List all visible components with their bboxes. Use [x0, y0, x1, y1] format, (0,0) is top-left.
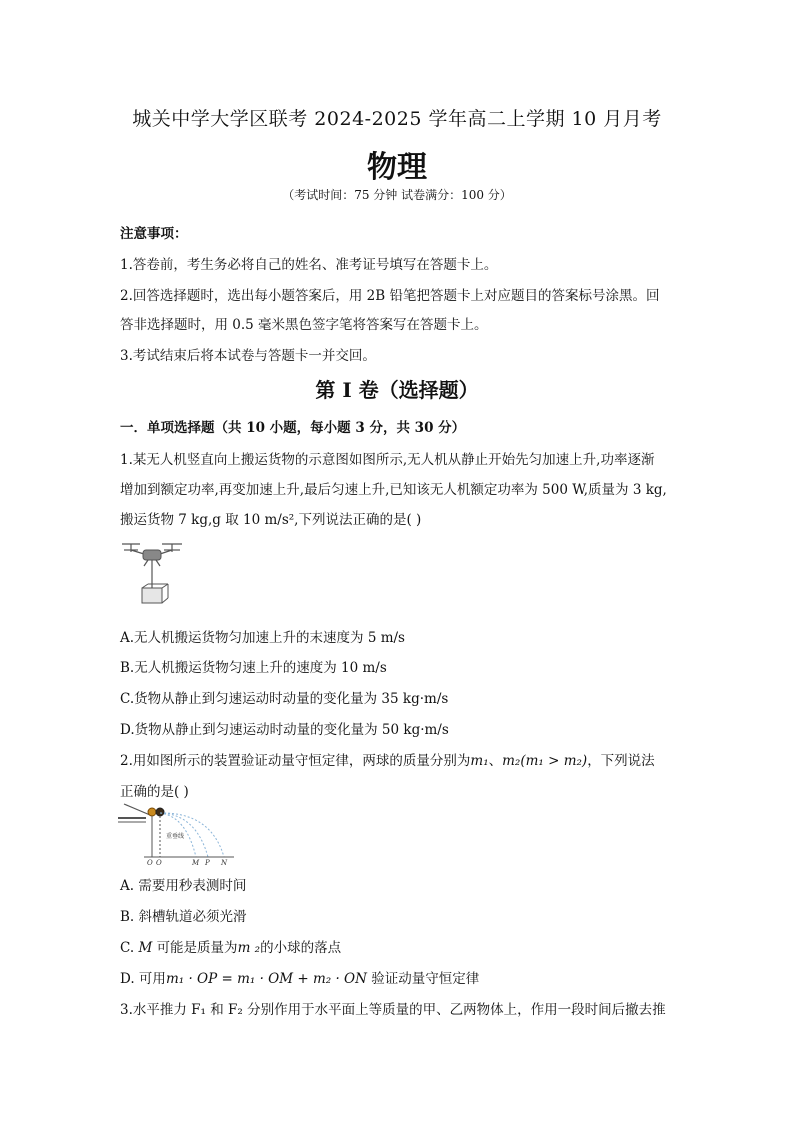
point-label-o1: O: [147, 859, 153, 866]
q1-option-d: D.货物从静止到匀速运动时动量的变化量为 50 kg·m/s: [120, 722, 449, 738]
plumb-line-label: 重垂线: [166, 833, 185, 840]
q2-option-c-m2: m ₂: [237, 940, 261, 956]
notes-heading: 注意事项：: [120, 226, 188, 242]
q2-option-d-pre: D. 可用: [120, 971, 166, 987]
drone-figure: [118, 538, 190, 610]
q2-m2-condition: m₂(m₁ > m₂): [502, 753, 588, 769]
collision-apparatus-figure: [116, 802, 236, 866]
q1-line-1: 1.某无人机竖直向上搬运货物的示意图如图所示,无人机从静止开始先匀加速上升,功率逐渐: [120, 452, 655, 468]
q2-option-c-m: M: [138, 940, 153, 956]
q2-line-2: 正确的是( ): [120, 784, 189, 800]
note-item-2: 2.回答选择题时，选出每小题答案后，用 2B 铅笔把答题卡上对应题目的答案标号涂黑。回: [120, 288, 660, 304]
q2-option-d-post: 验证动量守恒定律: [371, 971, 480, 987]
q1-option-b: B.无人机搬运货物匀速上升的速度为 10 m/s: [120, 660, 387, 676]
q2-m1: m₁: [470, 753, 489, 769]
q2-sep: 、: [488, 753, 503, 769]
point-label-n: N: [221, 859, 228, 866]
part-heading: 一．单项选择题（共 10 小题，每小题 3 分，共 30 分）: [120, 420, 466, 436]
q1-line-3: 搬运货物 7 kg,g 取 10 m/s²,下列说法正确的是( ): [120, 512, 422, 528]
point-label-p: P: [205, 859, 210, 866]
q2-line-1: [120, 749, 680, 769]
q2-option-c-post: 的小球的落点: [260, 940, 342, 956]
q2-option-c: [120, 936, 680, 956]
q2-text-pre: 2.用如图所示的装置验证动量守恒定律，两球的质量分别为: [120, 753, 471, 769]
q2-text-post: ，下列说法: [587, 753, 655, 769]
q2-option-c-mid: 可能是质量为: [156, 940, 238, 956]
note-item-2-cont: 答非选择题时，用 0.5 毫米黑色签字笔将答案写在答题卡上。: [120, 317, 488, 333]
note-item-1: 1.答卷前，考生务必将自己的姓名、准考证号填写在答题卡上。: [120, 257, 498, 273]
point-label-o2: O: [156, 859, 162, 866]
svg-text:重垂线: [166, 832, 184, 840]
subject-title: 物理: [367, 150, 427, 185]
exam-title: 城关中学大学区联考 2024-2025 学年高二上学期 10 月月考: [132, 108, 662, 130]
note-item-3: 3.考试结束后将本试卷与答题卡一并交回。: [120, 348, 376, 364]
q1-option-a: A.无人机搬运货物匀加速上升的末速度为 5 m/s: [120, 630, 405, 646]
point-label-m: M: [192, 859, 200, 866]
q2-option-d: [120, 967, 680, 987]
q2-option-a: A. 需要用秒表测时间: [120, 878, 247, 894]
exam-meta: （考试时间：75 分钟 试卷满分：100 分）: [282, 188, 512, 202]
q2-option-d-equation: m₁ · OP = m₁ · OM + m₂ · ON: [165, 971, 367, 987]
section-title: 第 I 卷（选择题）: [315, 378, 479, 402]
q2-option-b: B. 斜槽轨道必须光滑: [120, 909, 247, 925]
q3-line-1: 3.水平推力 F₁ 和 F₂ 分别作用于水平面上等质量的甲、乙两物体上，作用一段时间后撤去推: [120, 1002, 666, 1018]
q2-option-c-label: C.: [120, 940, 135, 956]
q1-option-c: C.货物从静止到匀速运动时动量的变化量为 35 kg·m/s: [120, 691, 449, 707]
q1-line-2: 增加到额定功率,再变加速上升,最后匀速上升,已知该无人机额定功率为 500 W,质量为 3 kg,: [120, 482, 667, 498]
